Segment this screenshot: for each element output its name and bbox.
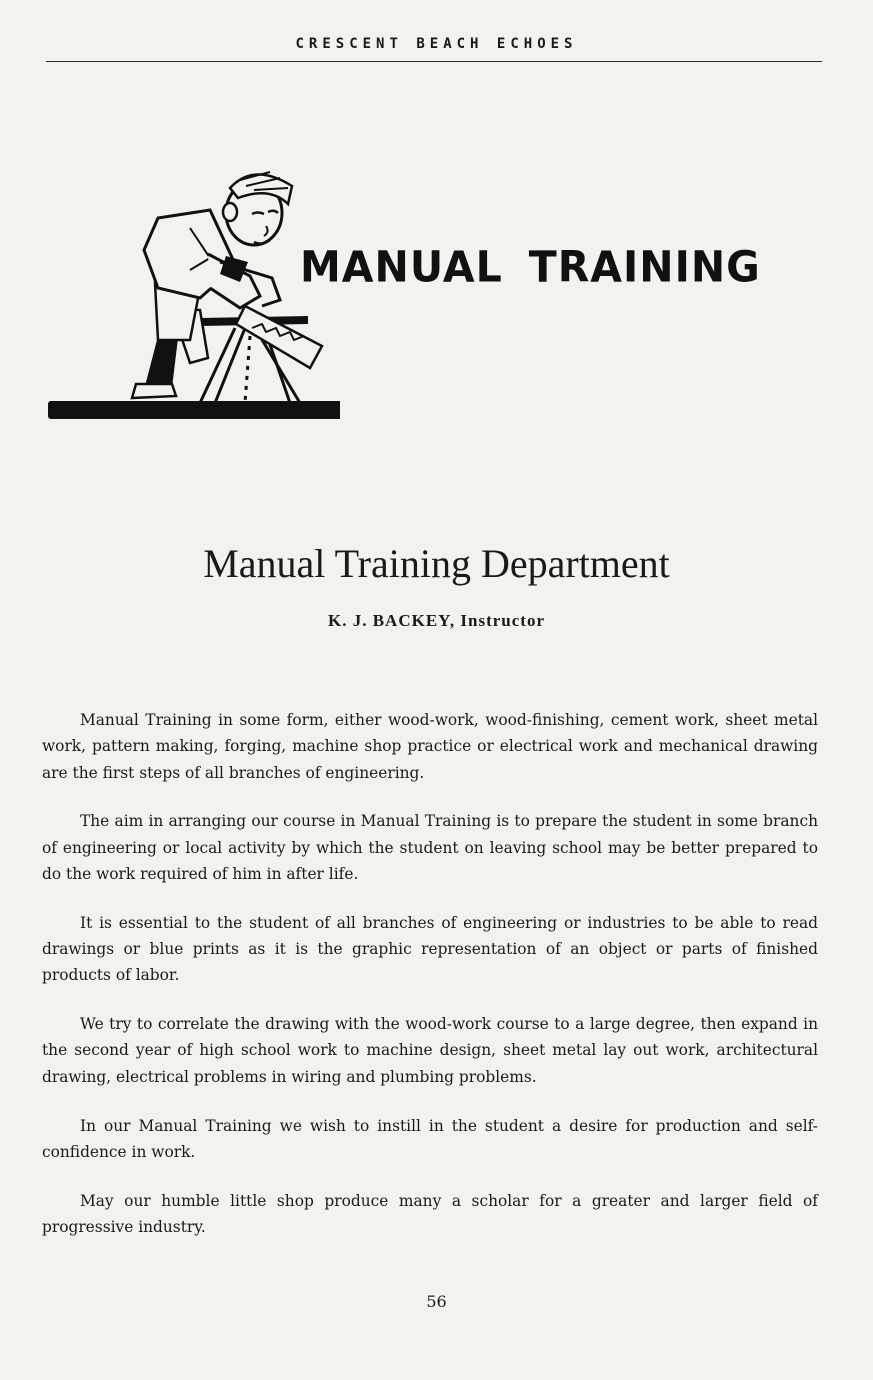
paragraph: It is essential to the student of all branches of engineering or industries to be able to read drawings or blue prints as it is the graphic representation of an object or parts of finished products of labor. (42, 913, 818, 985)
instructor-line: K. J. BACKEY, Instructor (328, 611, 545, 630)
paragraph: We try to correlate the drawing with the wood-work course to a large degree, then expand in the second year of high school work to machine design, sheet metal lay out work, architectural drawing, electrical problems in wiring and plumbing problems. (42, 1015, 818, 1086)
banner-word-1: MANUAL (300, 241, 503, 293)
paragraph: In our Manual Training we wish to instill in the student a desire for production and self-confidence in work. (42, 1116, 818, 1161)
running-head: CRESCENT BEACH ECHOES (295, 36, 578, 52)
banner-word-2: TRAINING (528, 241, 761, 293)
body-text (42, 707, 818, 1263)
paragraph: The aim in arranging our course in Manual Training is to prepare the student in some branch of engineering or local activity by which the student on leaving school may be better prepared to do the work required of him in after life. (42, 812, 818, 883)
paragraph: Manual Training in some form, either wood-work, wood-finishing, cement work, sheet metal work, pattern making, forging, machine shop practice or electrical work and mechanical drawing are the first steps of all branches of engineering. (42, 711, 818, 782)
manual-training-banner (300, 242, 761, 292)
paragraph: May our humble little shop produce many a scholar for a greater and larger field of progressive industry. (42, 1191, 818, 1236)
boy-sawing-illustration (40, 158, 340, 428)
page-title: Manual Training Department (203, 541, 670, 586)
header-rule (46, 61, 822, 62)
page-number: 56 (426, 1292, 447, 1311)
